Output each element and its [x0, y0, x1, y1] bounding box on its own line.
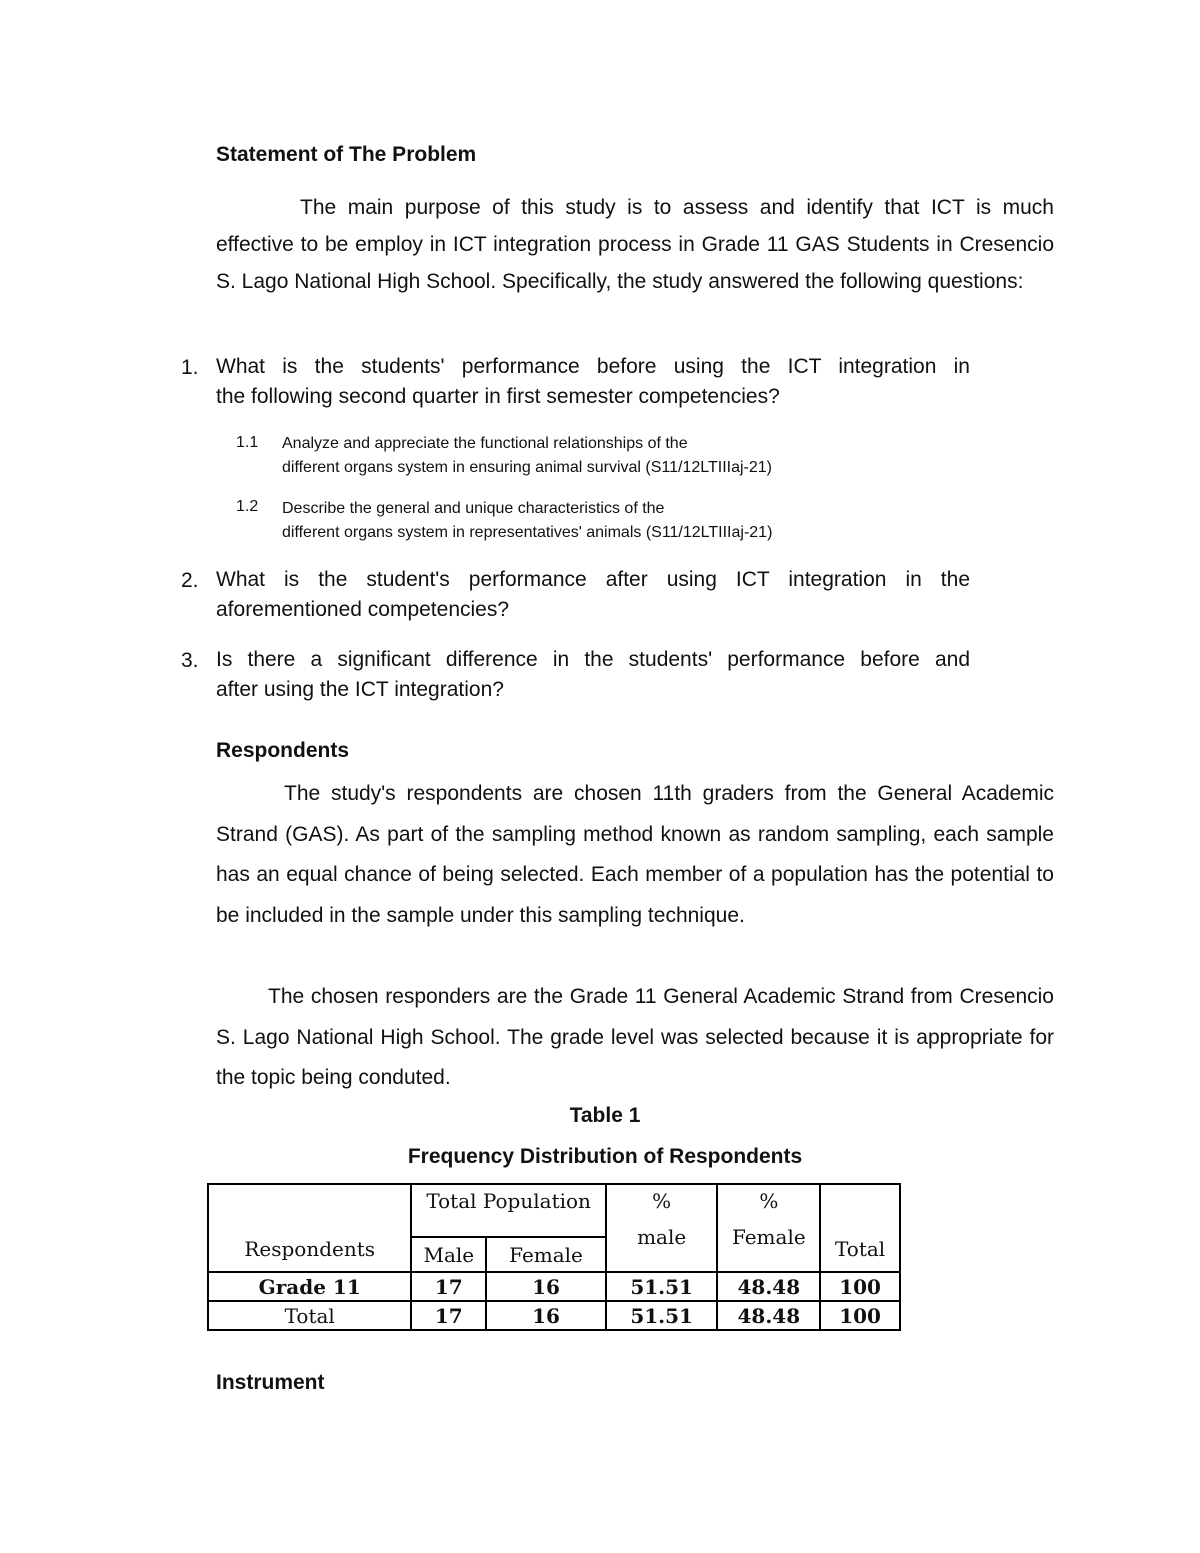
table-row — [208, 1301, 900, 1330]
subitem-1-1-line2: different organs system in ensuring animal survival (S11/12LTIIIaj-21) — [282, 459, 773, 476]
row-female: 16 — [486, 1301, 606, 1330]
question-2-number: 2. — [181, 569, 199, 592]
statement-paragraph-text: The main purpose of this study is to assess and identify that ICT is much effective to be employ in ICT integration process in Grade 11 GAS Students in Cresencio S. Lago National High School. Specifically, the study answered the following questions: — [216, 196, 1054, 293]
respondents-paragraph-2-text: The chosen responders are the Grade 11 General Academic Strand from Cresencio S. Lago National High School. The grade level was selected because it is appropriate for the topic being conduted. — [216, 985, 1054, 1089]
question-3-number: 3. — [181, 649, 199, 672]
row-total: 100 — [820, 1301, 900, 1330]
row-total: 100 — [820, 1272, 900, 1301]
row-label: Grade 11 — [208, 1272, 411, 1301]
table-title: Frequency Distribution of Respondents — [407, 1145, 803, 1168]
question-3-text — [216, 645, 970, 705]
header-male: Male — [411, 1237, 486, 1272]
instrument-heading: Instrument — [216, 1371, 325, 1394]
subitem-1-2-text — [282, 497, 772, 545]
subitem-1-2-line2: different organs system in representatives' animals (S11/12LTIIIaj-21) — [282, 524, 773, 541]
respondents-paragraph-2 — [216, 977, 1054, 1099]
respondents-heading: Respondents — [216, 739, 350, 762]
statement-heading: Statement of The Problem — [216, 143, 477, 166]
header-pct-female-label: Female — [717, 1225, 820, 1260]
row-pct-male: 51.51 — [606, 1272, 718, 1301]
table-row — [208, 1272, 900, 1301]
question-1-number: 1. — [181, 356, 199, 379]
header-respondents: Respondents — [208, 1184, 411, 1272]
header-pct-female-symbol: % — [717, 1184, 820, 1237]
row-pct-female: 48.48 — [717, 1301, 820, 1330]
row-pct-female: 48.48 — [717, 1272, 820, 1301]
question-1-text — [216, 352, 970, 412]
header-total-population: Total Population — [411, 1184, 605, 1237]
subitem-1-2-line1: Describe the general and unique characteristics of the — [282, 500, 665, 517]
subitem-1-2-number: 1.2 — [236, 498, 259, 515]
question-1-line2: the following second quarter in first semester competencies? — [216, 385, 780, 408]
subitem-1-1-line1: Analyze and appreciate the functional relationships of the — [282, 435, 688, 452]
statement-paragraph — [216, 189, 1054, 300]
question-2-text — [216, 565, 970, 625]
row-label: Total — [208, 1301, 411, 1330]
question-3-line1: Is there a significant difference in the students' performance before and — [216, 648, 970, 671]
row-male: 17 — [411, 1272, 486, 1301]
question-2-line1: What is the student's performance after using ICT integration in the — [216, 568, 970, 591]
question-1-line1: What is the students' performance before using the ICT integration in — [216, 355, 970, 378]
header-total: Total — [820, 1184, 900, 1272]
subitem-1-1-number: 1.1 — [236, 434, 259, 451]
header-female: Female — [486, 1237, 606, 1272]
header-pct-male-label: male — [606, 1225, 718, 1260]
row-male: 17 — [411, 1301, 486, 1330]
row-pct-male: 51.51 — [606, 1301, 718, 1330]
respondents-paragraph-1 — [216, 774, 1054, 936]
question-2-line2: aforementioned competencies? — [216, 598, 510, 621]
row-female: 16 — [486, 1272, 606, 1301]
frequency-table — [207, 1183, 901, 1331]
header-pct-male-symbol: % — [606, 1184, 718, 1237]
respondents-paragraph-1-text: The study's respondents are chosen 11th graders from the General Academic Strand (GAS). As part of the sampling method known as random sampling, each sample has an equal chance of being selected. Each member of a population has the potential to be included in the sample under this sampling technique. — [216, 782, 1054, 927]
question-3-line2: after using the ICT integration? — [216, 678, 504, 701]
table-label: Table 1 — [569, 1104, 641, 1127]
subitem-1-1-text — [282, 432, 772, 480]
